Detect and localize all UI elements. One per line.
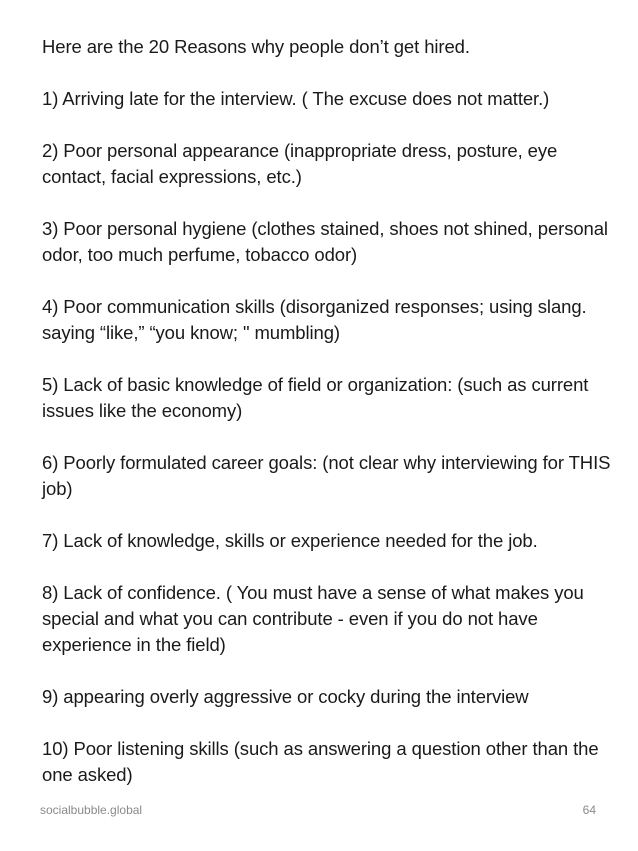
list-item: 10) Poor listening skills (such as answering a question other than the one asked) <box>42 738 599 785</box>
list-item: 5) Lack of basic knowledge of field or organization: (such as current issues like the economy) <box>42 374 589 421</box>
document-body <box>42 34 612 814</box>
list-item: 3) Poor personal hygiene (clothes stained, shoes not shined, personal odor, too much perfume, tobacco odor) <box>42 218 608 265</box>
page-footer <box>40 803 596 821</box>
document-heading: Here are the 20 Reasons why people don’t get hired. <box>42 36 470 57</box>
list-item: 6) Poorly formulated career goals: (not clear why interviewing for THIS job) <box>42 452 611 499</box>
list-item: 9) appearing overly aggressive or cocky during the interview <box>42 686 529 707</box>
list-item: 4) Poor communication skills (disorganized responses; using slang. saying “like,” “you know; " mumbling) <box>42 296 587 343</box>
footer-source: socialbubble.global <box>40 803 143 817</box>
list-item: 7) Lack of knowledge, skills or experience needed for the job. <box>42 530 538 551</box>
list-item: 2) Poor personal appearance (inappropriate dress, posture, eye contact, facial expressions, etc.) <box>42 140 558 187</box>
page-number: 64 <box>582 803 596 817</box>
list-item: 8) Lack of confidence. ( You must have a sense of what makes you special and what you can contribute - even if you do not have experience in the field) <box>42 582 584 655</box>
list-item: 1) Arriving late for the interview. ( The excuse does not matter.) <box>42 88 550 109</box>
